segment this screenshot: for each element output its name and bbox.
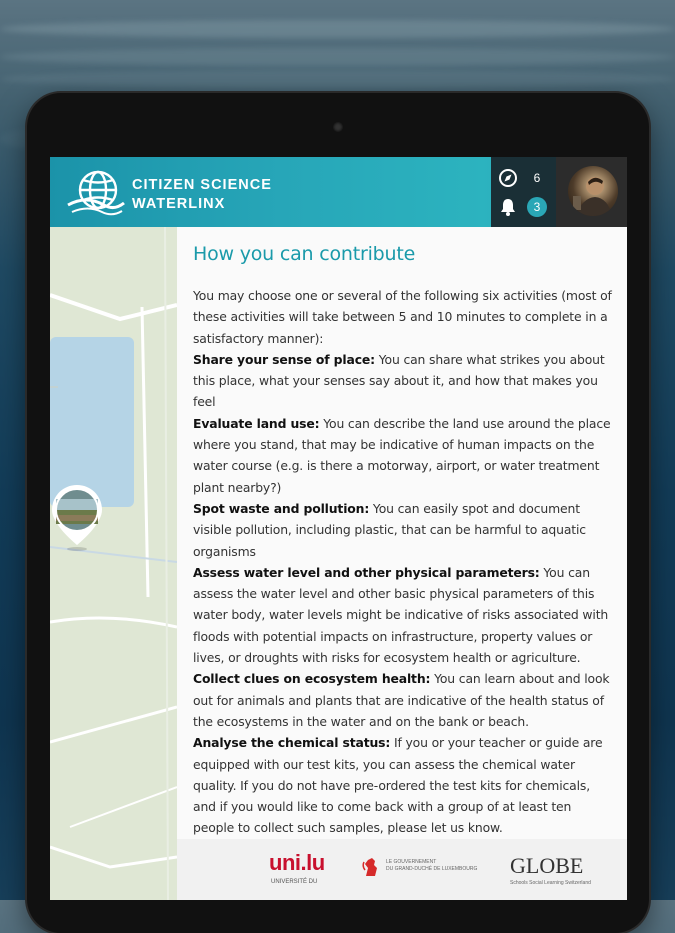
map-marker[interactable]	[50, 483, 104, 553]
activity-text: You can describe the land use around the place where you stand, that may be indicative of human impacts on the water course (e.g. is there a motorway, airport, or water treatment plant nearby?)	[193, 416, 611, 495]
activity-label: Assess water level and other physical parameters:	[193, 565, 540, 580]
map-canvas[interactable]	[50, 227, 177, 900]
profile-area[interactable]	[556, 157, 627, 227]
contribute-panel[interactable]	[177, 227, 627, 839]
activity-label: Share your sense of place:	[193, 352, 375, 367]
activity-text: You can share what strikes you about this place, what your senses say about it, and how that makes you feel	[193, 352, 605, 410]
app-header	[50, 157, 627, 227]
front-camera	[333, 122, 343, 132]
page-title: How you can contribute	[193, 243, 415, 265]
compass-icon	[498, 168, 518, 188]
activity-text: You can easily spot and document visible pollution, including plastic, that can be harmful to aquatic organisms	[193, 501, 586, 559]
government-line1: LE GOUVERNEMENT	[386, 859, 496, 866]
globe-wordmark: GLOBE	[510, 853, 583, 879]
activity-2	[193, 413, 613, 498]
government-line2: DU GRAND-DUCHÉ DE LUXEMBOURG	[386, 866, 496, 873]
notification-panel	[491, 157, 556, 227]
notification-badge: 3	[527, 197, 547, 217]
activity-label: Evaluate land use:	[193, 416, 319, 431]
contribute-text	[193, 285, 613, 839]
partner-footer	[177, 839, 627, 900]
compass-count: 6	[527, 168, 547, 188]
activity-text: You can assess the water level and other basic physical parameters of this water body, water levels might be indicative of risks associated with floods with potential impacts on infrastructure, property values or lives, or droughts with risks for ecosystem health or agriculture.	[193, 565, 608, 665]
activity-3	[193, 498, 613, 562]
activity-label: Analyse the chemical status:	[193, 735, 390, 750]
activity-5	[193, 668, 613, 732]
map-view[interactable]	[50, 227, 177, 900]
app-title	[132, 176, 272, 214]
uni-lu-subtitle: UNIVERSITÉ DU	[271, 879, 317, 885]
app-screen	[50, 157, 627, 900]
activity-label: Collect clues on ecosystem health:	[193, 671, 430, 686]
bell-icon	[498, 197, 518, 217]
globe-subtitle: Schools Social Learning Switzerland	[510, 880, 591, 886]
activity-label: Spot waste and pollution:	[193, 501, 369, 516]
activity-6	[193, 732, 613, 838]
intro-text: You may choose one or several of the following six activities (most of these activities will take between 5 and 10 minutes to complete in a satisfactory manner):	[193, 285, 613, 349]
app-title-line2: WATERLINX	[132, 195, 272, 214]
activity-1	[193, 349, 613, 413]
app-title-line1: CITIZEN SCIENCE	[132, 176, 272, 195]
avatar[interactable]	[568, 166, 618, 216]
globe-logo-icon[interactable]	[64, 165, 128, 221]
bell-notification[interactable]	[491, 194, 556, 222]
lion-crest-icon	[362, 856, 380, 878]
activity-text: You can learn about and look out for animals and plants that are indicative of the health status of the ecosystems in the water and on the bank or beach.	[193, 671, 609, 729]
location-pin-icon	[50, 483, 104, 553]
activity-text: If you or your teacher or guide are equipped with our test kits, you can assess the chemical water quality. If you do not have pre-ordered the test kits for chemicals, and if you would like to come back with a group of at least ten people to collect such samples, please let us know.	[193, 735, 602, 835]
compass-notification[interactable]	[491, 165, 556, 193]
uni-lu-logo[interactable]	[269, 850, 325, 876]
activity-4	[193, 562, 613, 668]
uni-lu-wordmark: uni.lu	[269, 850, 325, 876]
government-text	[386, 859, 496, 873]
globe-program-logo[interactable]	[510, 853, 583, 879]
user-photo-icon	[568, 166, 618, 216]
